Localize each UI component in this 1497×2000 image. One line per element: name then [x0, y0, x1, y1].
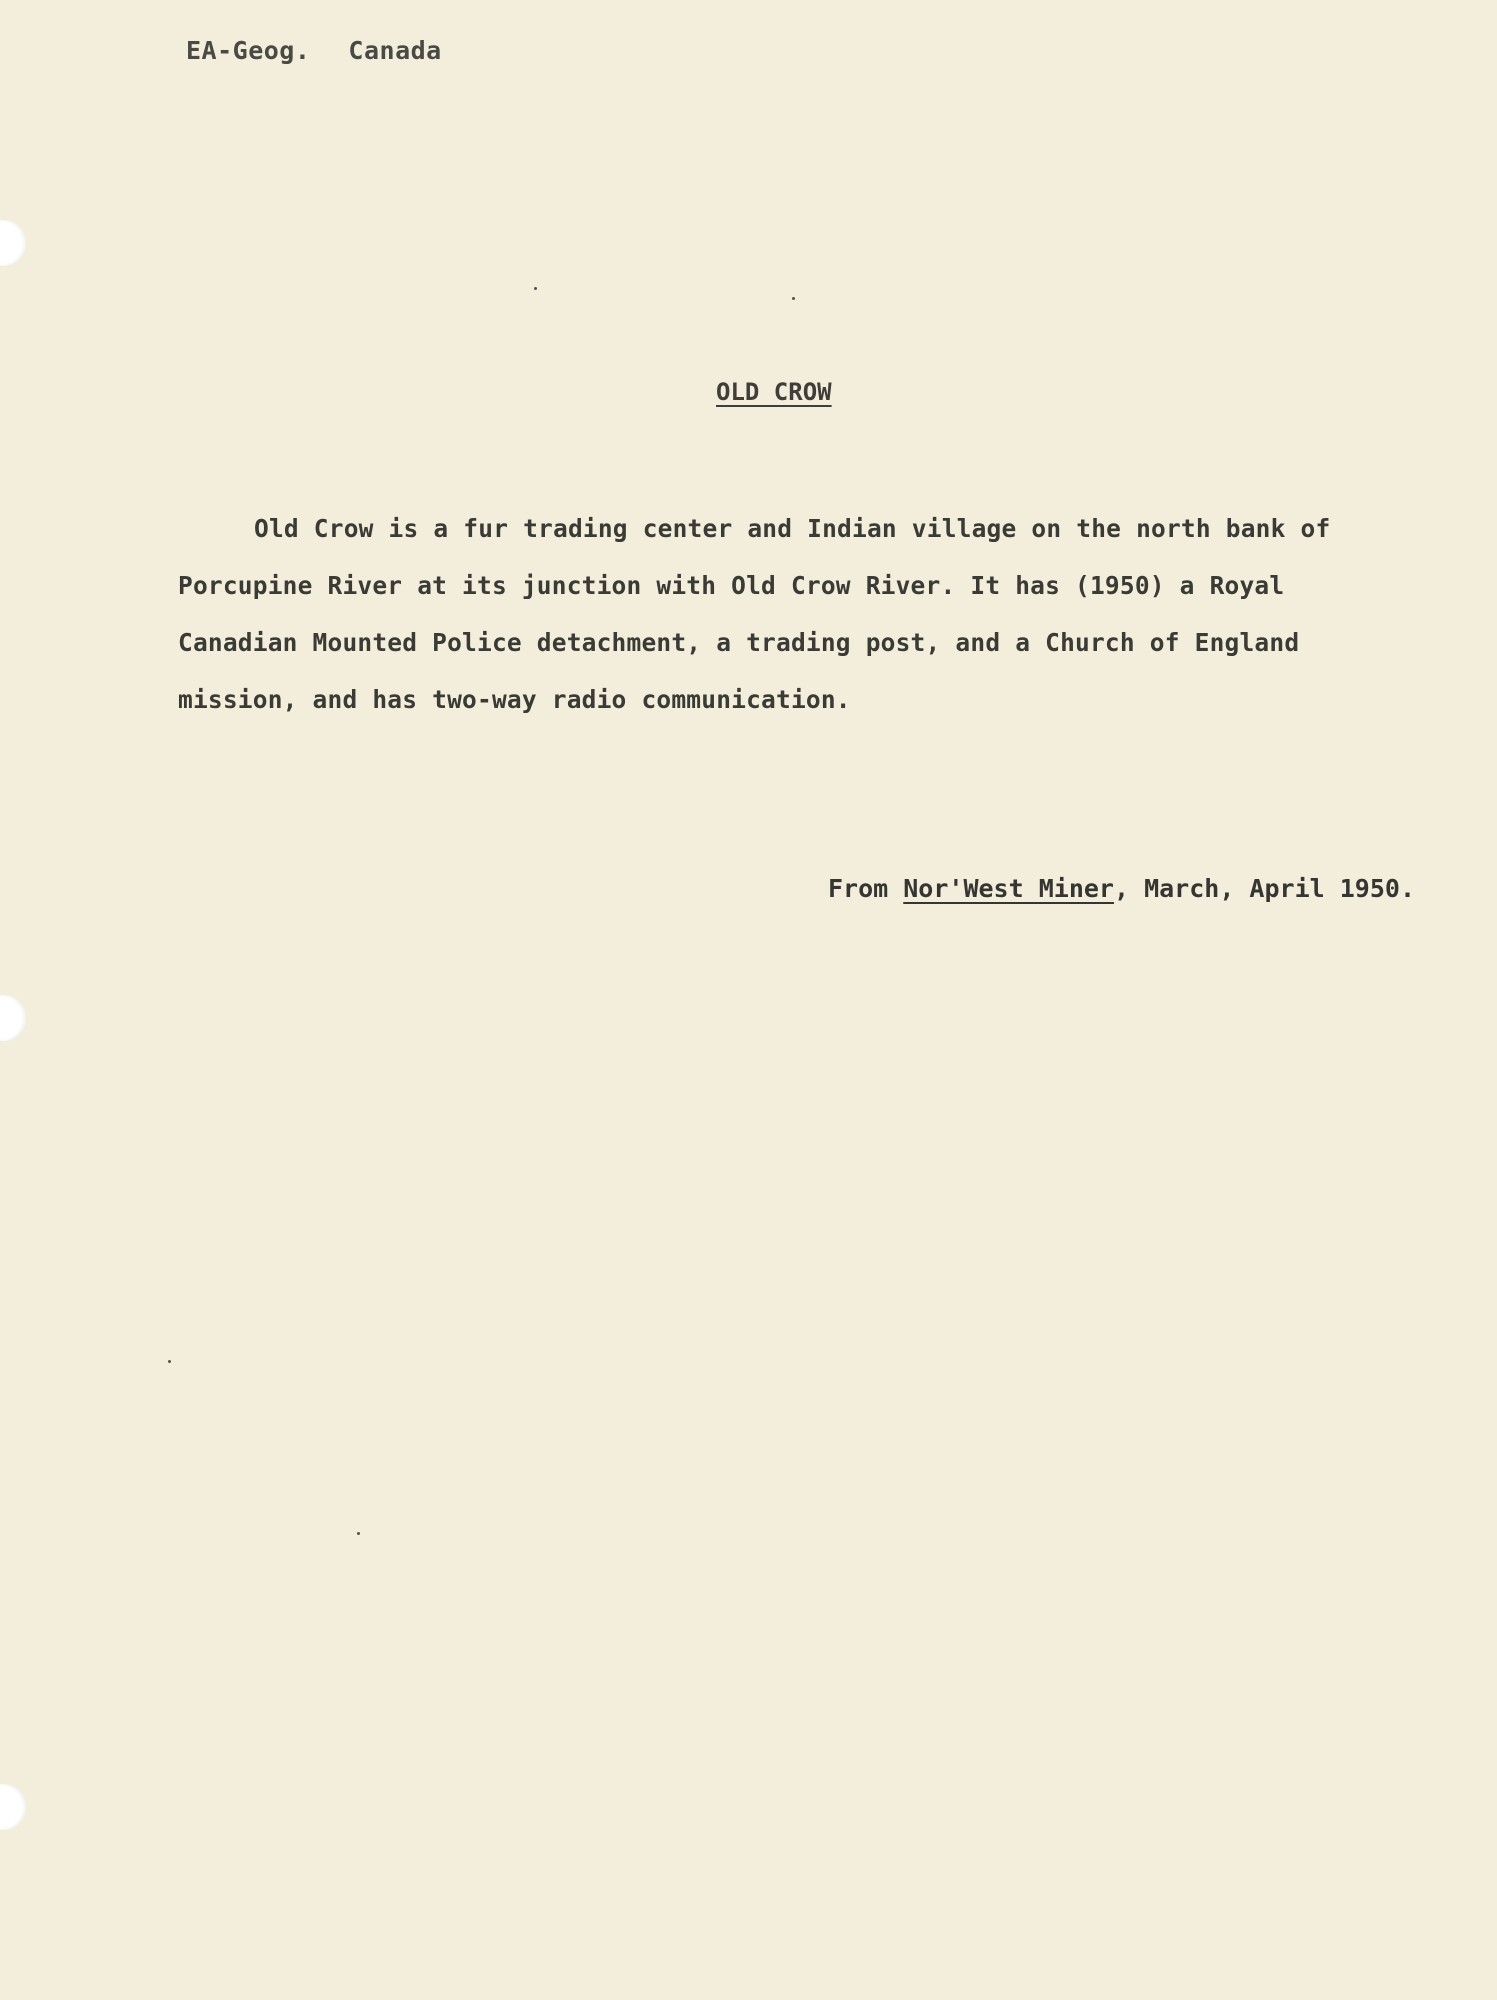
paper-speck	[792, 297, 795, 300]
article-body	[178, 500, 1368, 728]
region-label: Canada	[348, 36, 442, 65]
punch-hole	[0, 1784, 26, 1830]
body-line: mission, and has two-way radio communication.	[178, 685, 851, 714]
category-label: EA-Geog.	[186, 36, 311, 65]
paper-speck	[357, 1532, 360, 1535]
classification-header	[186, 36, 442, 65]
paper-speck	[534, 287, 537, 290]
article-title: OLD CROW	[716, 378, 832, 406]
punch-hole	[0, 220, 26, 266]
source-publication: Nor'West Miner	[903, 874, 1114, 903]
punch-hole	[0, 995, 26, 1041]
source-date: , March, April 1950.	[1113, 874, 1415, 903]
body-line: Old Crow is a fur trading center and Indian village on the north bank of	[254, 514, 1331, 543]
source-citation	[828, 874, 1415, 903]
source-prefix: From	[827, 874, 889, 903]
paper-speck	[168, 1360, 171, 1363]
body-line: Canadian Mounted Police detachment, a trading post, and a Church of England	[178, 628, 1300, 657]
body-line: Porcupine River at its junction with Old Crow River. It has (1950) a Royal	[178, 571, 1285, 600]
